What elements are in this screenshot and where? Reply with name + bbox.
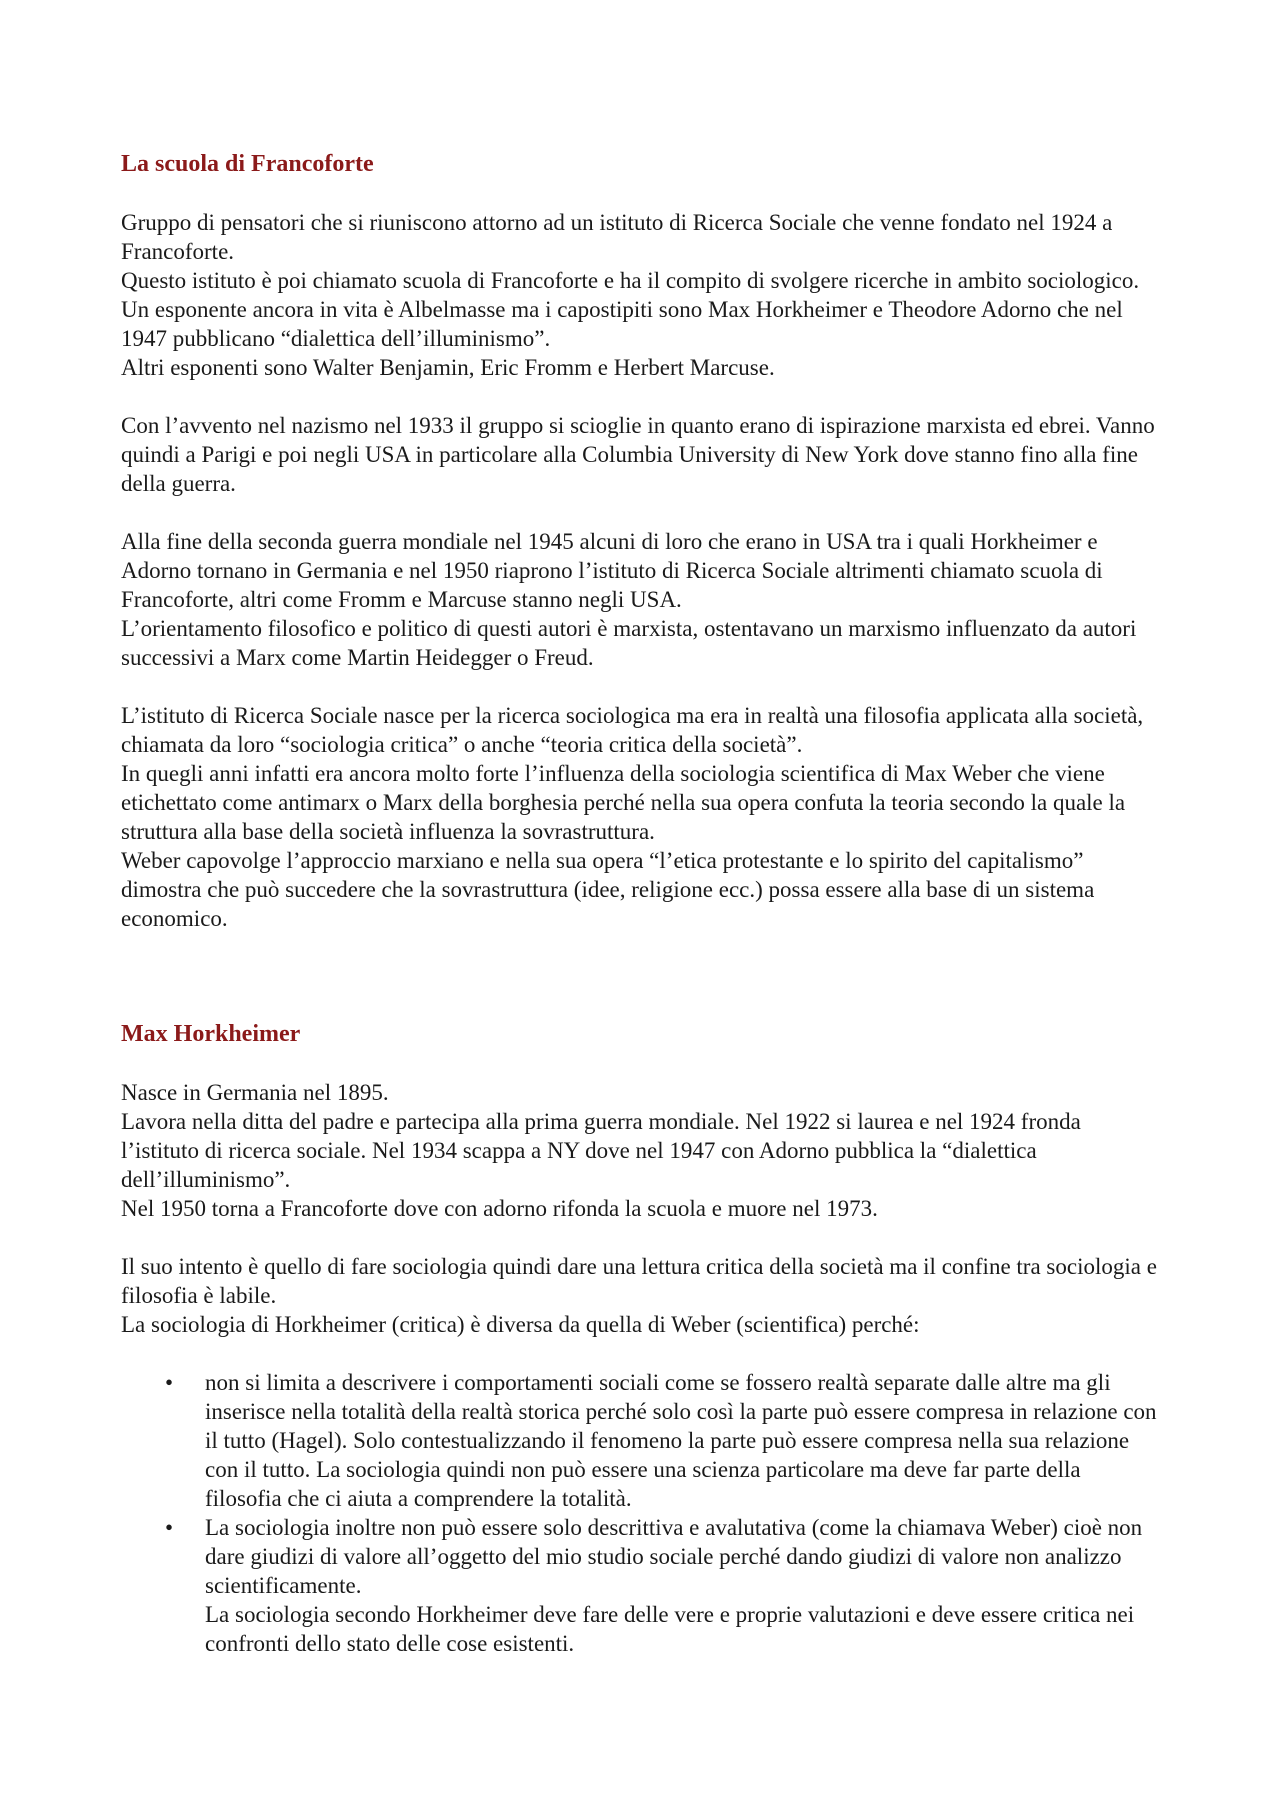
paragraph: Nasce in Germania nel 1895. (121, 1080, 389, 1105)
document-body (121, 150, 1161, 1658)
list-item-text: La sociologia inoltre non può essere solo descrittiva e avalutativa (come la chiamava Weber) cioè non dare giudizi di valore all’oggetto del mio studio sociale perché dando giudizi di valore non analizzo scientificamente. (205, 1515, 1143, 1598)
paragraph: In quegli anni infatti era ancora molto forte l’influenza della sociologia scientifica di Max Weber che viene etichettato come antimarx o Marx della borghesia perché nella sua opera confuta la teoria secondo la quale la struttura alla base della società influenza la sovrastruttura. (121, 761, 1126, 844)
paragraph: Altri esponenti sono Walter Benjamin, Eric Fromm e Herbert Marcuse. (121, 355, 775, 380)
paragraph: L’orientamento filosofico e politico di questi autori è marxista, ostentavano un marxismo influenzato da autori successivi a Marx come Martin Heidegger o Freud. (121, 616, 1137, 670)
paragraph: Alla fine della seconda guerra mondiale nel 1945 alcuni di loro che erano in USA tra i quali Horkheimer e Adorno tornano in Germania e nel 1950 riaprono l’istituto di Ricerca Sociale altrimenti chiamato scuola di Francoforte, altri come Fromm e Marcuse stanno negli USA. (121, 529, 1103, 612)
bullet-list (121, 1368, 1161, 1658)
list-item-text: La sociologia secondo Horkheimer deve fare delle vere e proprie valutazioni e deve essere critica nei confronti dello stato delle cose esistenti. (205, 1602, 1135, 1656)
paragraph: L’istituto di Ricerca Sociale nasce per la ricerca sociologica ma era in realtà una filosofia applicata alla società, chiamata da loro “sociologia critica” o anche “teoria critica della società”. (121, 703, 1144, 757)
paragraph: La sociologia di Horkheimer (critica) è diversa da quella di Weber (scientifica) perché: (121, 1312, 920, 1337)
paragraph: Lavora nella ditta del padre e partecipa alla prima guerra mondiale. Nel 1922 si laurea e nel 1924 fronda l’istituto di ricerca sociale. Nel 1934 scappa a NY dove nel 1947 con Adorno pubblica la “dialettica dell’illuminismo”. (121, 1109, 1081, 1192)
paragraph: Nel 1950 torna a Francoforte dove con adorno rifonda la scuola e muore nel 1973. (121, 1196, 878, 1221)
section-title-max-horkheimer: Max Horkheimer (121, 1021, 301, 1047)
paragraph: Con l’avvento nel nazismo nel 1933 il gruppo si scioglie in quanto erano di ispirazione marxista ed ebrei. Vanno quindi a Parigi e poi negli USA in particolare alla Columbia University di New York dove stanno fino alla fine della guerra. (121, 413, 1155, 496)
list-item (121, 1513, 1161, 1658)
paragraph: Gruppo di pensatori che si riuniscono attorno ad un istituto di Ricerca Sociale che venne fondato nel 1924 a Francoforte. (121, 210, 1113, 264)
paragraph: Weber capovolge l’approccio marxiano e nella sua opera “l’etica protestante e lo spirito del capitalismo” dimostra che può succedere che la sovrastruttura (idee, religione ecc.) possa essere alla base di un sistema economico. (121, 848, 1095, 931)
list-item-text: non si limita a descrivere i comportamenti sociali come se fossero realtà separate dalle altre ma gli inserisce nella totalità della realtà storica perché solo così la parte può essere compresa in relazione con il tutto (Hagel). Solo contestualizzando il fenomeno la parte può essere compresa nella sua relazione con il tutto. La sociologia quindi non può essere una scienza particolare ma deve far parte della filosofia che ci aiuta a comprendere la totalità. (205, 1370, 1157, 1511)
bullet-icon: • (165, 1370, 174, 1395)
bullet-icon: • (165, 1515, 174, 1540)
list-item (121, 1368, 1161, 1513)
section-title-scuola-francoforte: La scuola di Francoforte (121, 151, 374, 177)
paragraph: Il suo intento è quello di fare sociologia quindi dare una lettura critica della società ma il confine tra sociologia e filosofia è labile. (121, 1254, 1157, 1308)
paragraph: Questo istituto è poi chiamato scuola di Francoforte e ha il compito di svolgere ricerche in ambito sociologico. (121, 268, 1140, 293)
paragraph: Un esponente ancora in vita è Albelmasse ma i capostipiti sono Max Horkheimer e Theodore Adorno che nel 1947 pubblicano “dialettica dell’illuminismo”. (121, 297, 1123, 351)
